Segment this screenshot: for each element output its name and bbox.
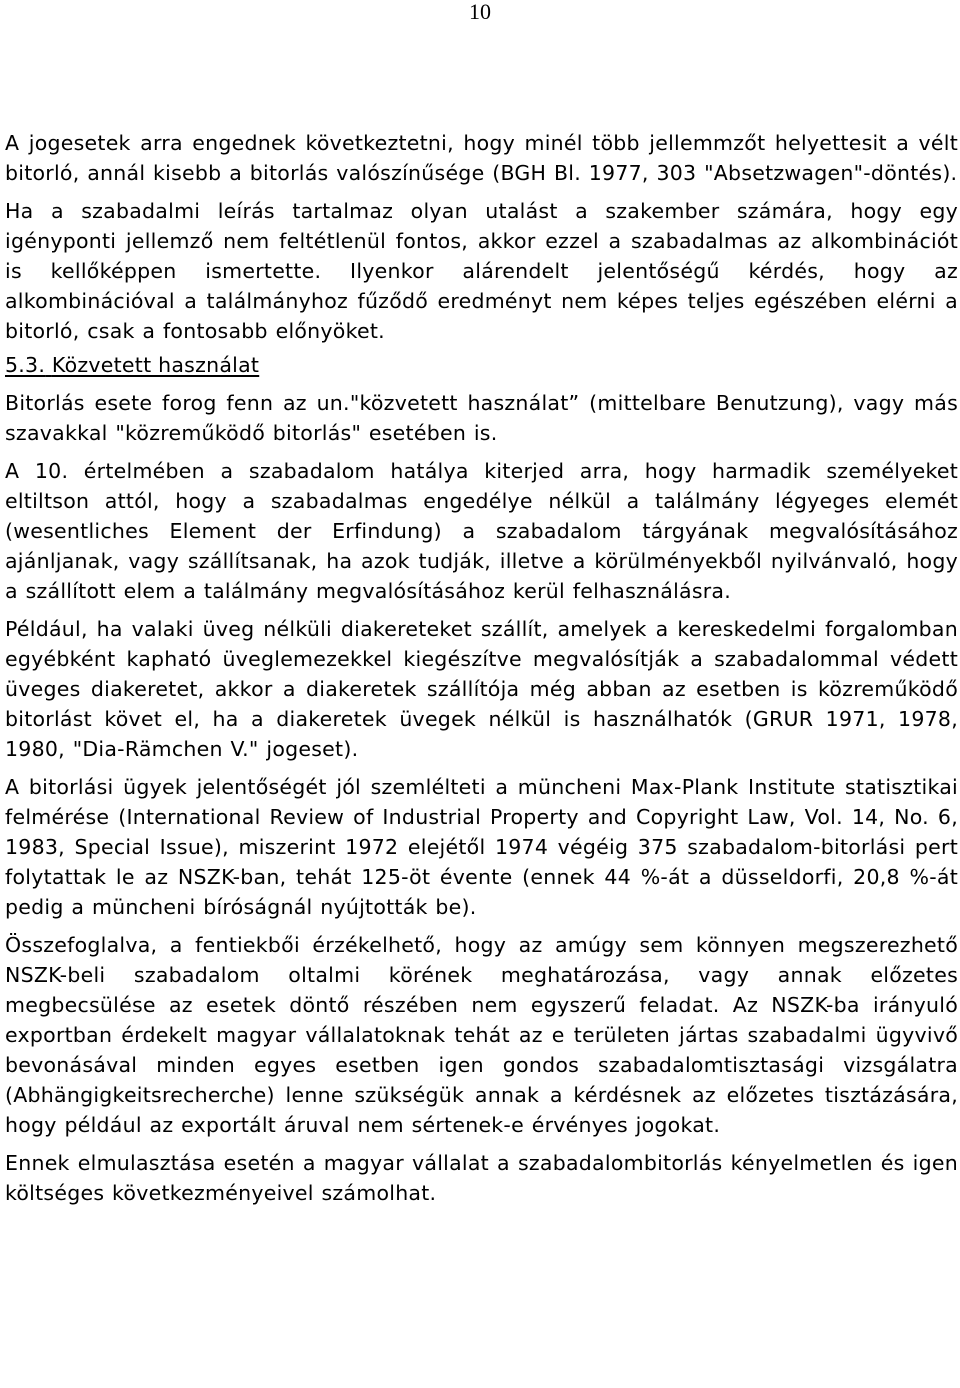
paragraph-summary: Összefoglalva, a fentiekbői érzékelhető, hogy az amúgy sem könnyen megszerezhető NSZK-beli szabadalom oltalmi körének meghatározása, vagy annak előzetes megbecsülése az esetek döntő részében nem egyszerű feladat. Az NSZK-ba irányuló exportban érdekelt magyar vállalatoknak tehát az e területen jártas szabadalmi ügyvivő bevonásával minden egyes esetben igen gondos szabadalomtisztasági vizsgálatra (Abhängigkeitsrecherche) lenne szükségük annak a kérdésnek az előzetes tisztázására, hogy például az exportált áruval nem sértenek-e érvényes jogokat. <box>5 933 958 1137</box>
page-number: 10 <box>469 0 491 24</box>
paragraph-patent-scope: A 10. értelmében a szabadalom hatálya kiterjed arra, hogy harmadik személyeket eltiltson attól, hogy a szabadalmas engedélye nélkül a találmány légyeges elemét (wesentliches Element der Erfindung) a szabadalom tárgyának megvalósításához ajánljanak, vagy szállítsanak, ha azok tudják, illetve a körülményekből nyilvánvaló, hogy a szállított elem a találmány megvalósításához kerül felhasználásra. <box>5 459 958 603</box>
section-heading-indirect-use <box>5 350 958 380</box>
section-title: Közvetett használat <box>51 353 260 377</box>
paragraph-subcombination: Ha a szabadalmi leírás tartalmaz olyan utalást a szakember számára, hogy egy igényponti jellemző nem feltétlenül fontos, akkor ezzel a szabadalmas az alkombinációt is kellőképpen ismertette. Ilyenkor alárendelt jelentőségű kérdés, hogy az alkombinációval a találmányhoz fűződő eredményt nem képes teljes egészében elérni a bitorló, csak a fontosabb előnyöket. <box>5 199 958 343</box>
paragraph-indirect-infringement: Bitorlás esete forog fenn az un."közvetett használat” (mittelbare Benutzung), vagy más szavakkal "közreműködő bitorlás" esetében is. <box>5 391 958 445</box>
section-heading-space <box>45 353 52 377</box>
document-body <box>5 128 958 1208</box>
paragraph-conclusion: Ennek elmulasztása esetén a magyar vállalat a szabadalombitorlás kényelmetlen és igen költséges következményeivel számolhat. <box>5 1151 958 1205</box>
paragraph-statistics: A bitorlási ügyek jelentőségét jól szemlélteti a müncheni Max-Plank Institute statisztikai felmérése (International Review of Industrial Property and Copyright Law, Vol. 14, No. 6, 1983, Special Issue), miszerint 1972 elejétől 1974 végéig 375 szabadalom-bitorlási pert folytattak le az NSZK-ban, tehát 125-öt évente (ennek 44 %-át a düsseldorfi, 20,8 %-át pedig a müncheni bíróságnál nyújtották be). <box>5 775 958 919</box>
paragraph-slide-frame-example: Például, ha valaki üveg nélküli diakereteket szállít, amelyek a kereskedelmi forgalomban egyébként kapható üveglemezekkel kiegészítve megvalósítják a szabadalommal védett üveges diakeretet, akkor a diakeretek szállítója még abban az esetben is közreműködő bitorlást követ el, ha a diakeretek üvegek nélkül is használhatók (GRUR 1971, 1978, 1980, "Dia-Rämchen V." jogeset). <box>5 617 958 761</box>
paragraph-case-law-features: A jogesetek arra engednek következtetni, hogy minél több jellemmzőt helyettesit a vélt bitorló, annál kisebb a bitorlás valószínűsége (BGH Bl. 1977, 303 "Absetzwagen"-döntés). <box>5 131 958 185</box>
section-number: 5.3. <box>5 353 46 377</box>
